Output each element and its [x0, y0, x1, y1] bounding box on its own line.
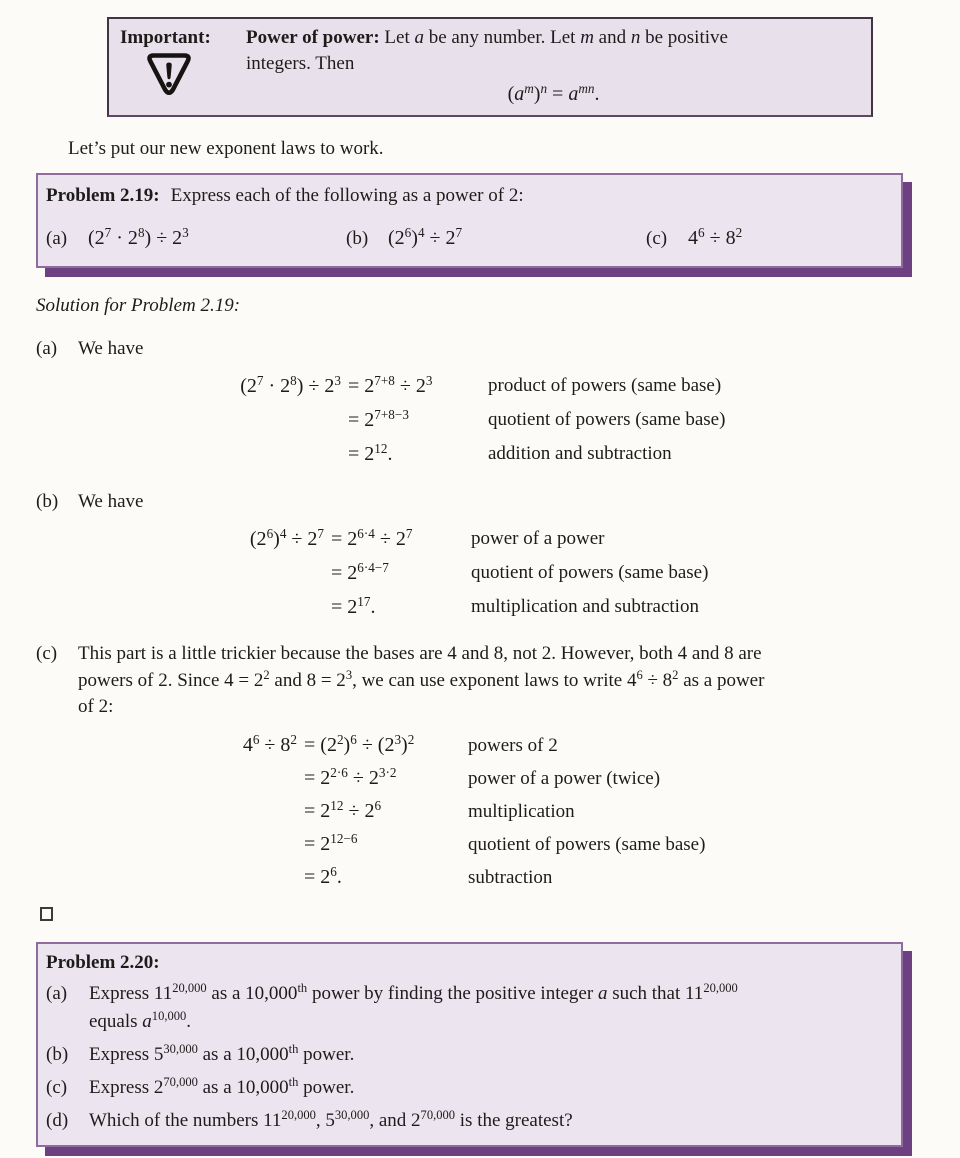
problem-2-20-item-b	[44, 1041, 891, 1069]
equation-lhs	[36, 828, 304, 861]
equation-lhs	[36, 403, 348, 437]
equation-block-a	[36, 369, 905, 471]
item-label: (a)	[46, 982, 68, 1004]
item-text: Which of the numbers 11$^{20,000}$, 5$^{30,000}$, and 2$^{70,000}$ is the greatest?	[89, 1107, 573, 1131]
problem-2-20-item-c	[44, 1074, 891, 1102]
equation-block-b	[36, 522, 905, 624]
warning-icon	[146, 52, 192, 102]
item-label: (c)	[46, 1076, 68, 1098]
problem-2-20-item-a	[44, 980, 891, 1036]
problem-2-19-title-row	[44, 183, 891, 209]
item-label: (c)	[646, 228, 668, 249]
item-label: (a)	[46, 228, 68, 249]
item-expression: $(2^7 \cdot 2^8) \div 2^3$	[88, 224, 189, 249]
equation-rhs: = $(2^2)^6 \div (2^3)^2$	[304, 731, 415, 756]
problem-2-19-box	[36, 173, 903, 268]
equation-note: quotient of powers (same base)	[471, 562, 709, 583]
important-heading: Power of power:	[246, 27, 380, 48]
equation-lhs	[36, 437, 348, 471]
part-intro-text: We have	[78, 338, 144, 359]
solution-part-c-intro	[36, 641, 905, 721]
equation-rhs: = $2^{7+8-3}$	[348, 406, 409, 431]
part-c-line-1	[36, 641, 905, 668]
important-body	[236, 25, 861, 107]
important-rule-text: Let a be any number. Let m and n be positive	[384, 27, 728, 48]
equation-note: quotient of powers (same base)	[488, 409, 726, 430]
item-text-line-1: Express 11$^{20,000}$ as a 10,000th power by finding the positive integer a such that 11$^{20,000}$	[89, 980, 738, 1004]
intro-sentence: Let’s put our new exponent laws to work.	[68, 138, 384, 159]
equation-note: addition and subtraction	[488, 443, 672, 464]
equation-note: power of a power	[471, 528, 605, 549]
equation-lhs	[36, 861, 304, 894]
problem-2-20-item-d	[44, 1107, 891, 1135]
equation-lhs: $4^6 \div 8^2$	[242, 731, 297, 756]
solution-part-b-intro	[36, 490, 905, 514]
equation-rhs: = $2^6$.	[304, 863, 342, 888]
problem-2-19-item-a	[46, 223, 346, 254]
equation-note: multiplication	[468, 800, 575, 822]
part-intro-text: We have	[78, 491, 144, 512]
problem-2-19-title: Problem 2.19:	[46, 185, 160, 206]
equation-rhs: = $2^{12-6}$	[304, 830, 358, 855]
item-text: Express 2$^{70,000}$ as a 10,000th power.	[89, 1074, 355, 1098]
item-expression: $4^6 \div 8^2$	[688, 224, 743, 249]
item-label: (d)	[46, 1109, 69, 1131]
equation-rhs: = $2^{7+8} \div 2^3$	[348, 372, 433, 397]
item-label: (b)	[46, 1043, 69, 1065]
item-expression: $(2^6)^4 \div 2^7$	[388, 224, 463, 249]
equation-lhs	[36, 590, 331, 624]
equation-rhs: = $2^{6\cdot 4} \div 2^7$	[331, 525, 413, 550]
end-of-solution-marker	[40, 907, 53, 921]
item-text-line-2: equals $a^{10,000}$.	[89, 1008, 192, 1032]
equation-note: powers of 2	[468, 734, 558, 756]
problem-2-19-item-c	[646, 223, 891, 254]
equation-rhs: = $2^{12} \div 2^6$	[304, 797, 382, 822]
part-c-text: This part is a little trickier because the bases are 4 and 8, not 2. However, both 4 and 8 are	[78, 643, 762, 664]
problem-2-19-items	[44, 223, 891, 254]
problem-2-19-prompt: Express each of the following as a power of 2:	[170, 185, 524, 206]
problem-2-19-item-b	[346, 223, 646, 254]
part-label: (a)	[36, 338, 58, 359]
solution-heading: Solution for Problem 2.19:	[36, 295, 241, 316]
power-of-power-equation: $(a^m)^n = a^{mn}$.	[507, 80, 600, 105]
equation-rhs: = $2^{12}$.	[348, 440, 393, 465]
problem-2-20-title-row	[44, 951, 891, 975]
important-text-line1	[246, 25, 861, 51]
part-c-line-2: powers of 2. Since $4 = 2^2$ and $8 = 2^3$, we can use exponent laws to write $4^6 \div 8^2$ as a power	[78, 667, 765, 691]
equation-lhs: $(2^6)^4 \div 2^7$	[249, 525, 324, 550]
solution-part-a-intro	[36, 337, 905, 361]
problem-2-20-title: Problem 2.20:	[46, 951, 160, 973]
important-left-column	[120, 25, 236, 107]
important-box	[107, 17, 873, 117]
part-label: (c)	[36, 643, 58, 664]
part-c-line-3: of 2:	[78, 696, 114, 717]
equation-note: product of powers (same base)	[488, 375, 722, 396]
equation-rhs: = $2^{6\cdot 4-7}$	[331, 559, 389, 584]
important-label: Important:	[120, 27, 211, 48]
item-label: (b)	[346, 228, 369, 249]
equation-note: multiplication and subtraction	[471, 596, 699, 617]
equation-lhs	[36, 762, 304, 795]
equation-lhs: $(2^7 \cdot 2^8) \div 2^3$	[240, 372, 341, 397]
equation-note: power of a power (twice)	[468, 767, 661, 789]
equation-rhs: = $2^{17}$.	[331, 593, 376, 618]
equation-rhs: = $2^{2\cdot 6} \div 2^{3\cdot 2}$	[304, 764, 397, 789]
item-text	[89, 980, 891, 1036]
equation-lhs	[36, 556, 331, 590]
equation-note: quotient of powers (same base)	[468, 833, 706, 855]
item-text: Express 5$^{30,000}$ as a 10,000th power.	[89, 1041, 355, 1065]
part-label: (b)	[36, 491, 59, 512]
important-text-line2: integers. Then	[246, 53, 355, 74]
equation-lhs	[36, 795, 304, 828]
equation-block-c	[36, 729, 905, 894]
problem-2-20-box	[36, 942, 903, 1147]
equation-note: subtraction	[468, 866, 553, 888]
